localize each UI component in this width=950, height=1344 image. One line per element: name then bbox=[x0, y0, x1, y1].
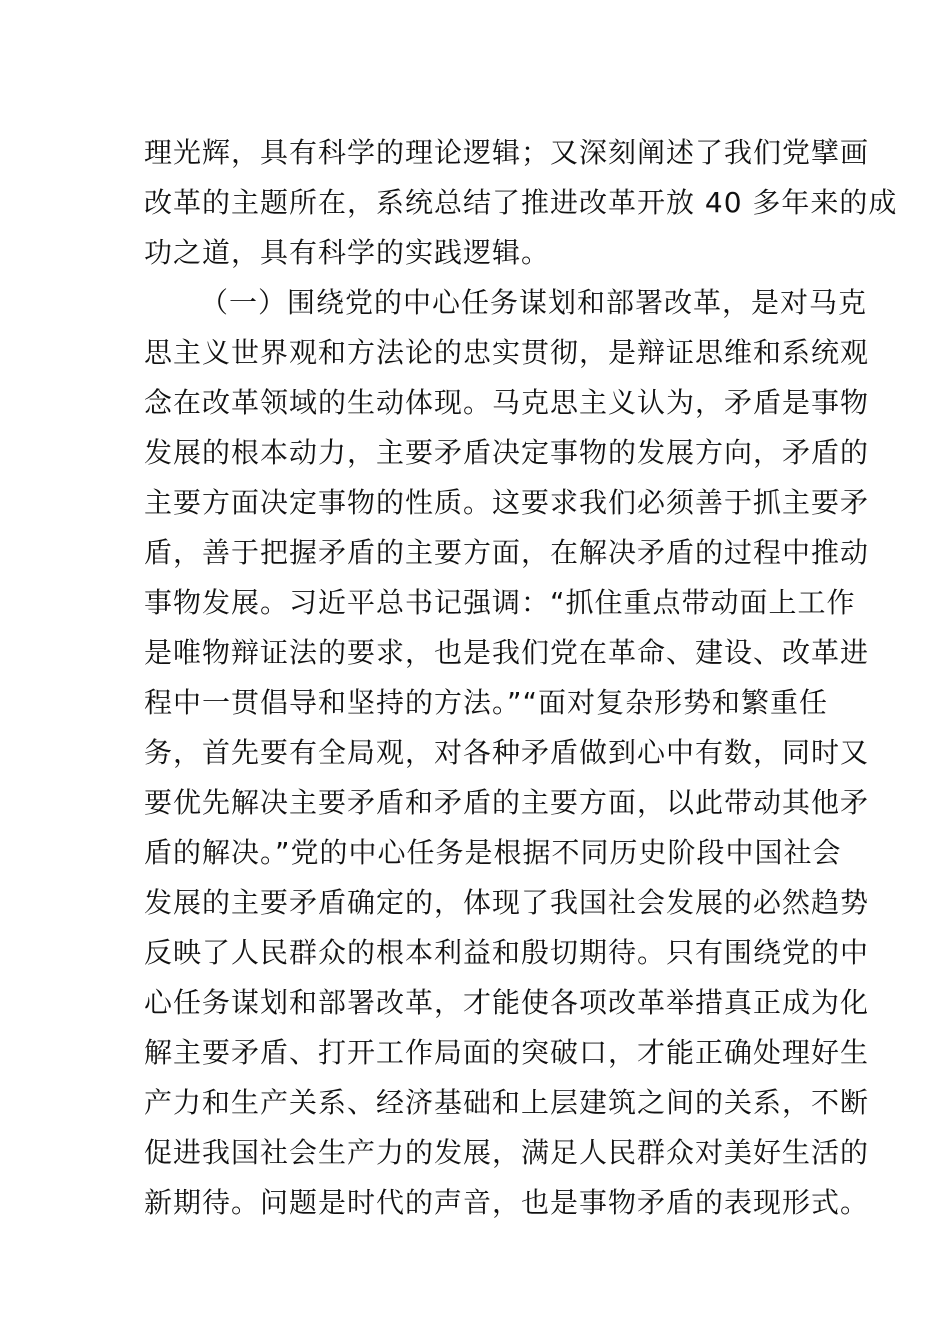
text-line: 功之道，具有科学的实践逻辑。 bbox=[144, 236, 551, 269]
body-text bbox=[144, 128, 898, 1228]
text-line: 发展的主要矛盾确定的，体现了我国社会发展的必然趋势 bbox=[144, 886, 870, 919]
text-line: 促进我国社会生产力的发展，满足人民群众对美好生活的 bbox=[144, 1136, 870, 1169]
section-heading-line: （一）围绕党的中心任务谋划和部署改革，是对马克 bbox=[200, 286, 868, 319]
text-line: 念在改革领域的生动体现。马克思主义认为，矛盾是事物 bbox=[144, 386, 870, 419]
text-line: 解主要矛盾、打开工作局面的突破口，才能正确处理好生 bbox=[144, 1036, 870, 1069]
text-line: 心任务谋划和部署改革，才能使各项改革举措真正成为化 bbox=[144, 986, 870, 1019]
text-line: 盾，善于把握矛盾的主要方面，在解决矛盾的过程中推动 bbox=[144, 536, 870, 569]
text-line: 改革的主题所在，系统总结了推进改革开放 40 多年来的成 bbox=[144, 186, 898, 219]
text-line: 新期待。问题是时代的声音，也是事物矛盾的表现形式。 bbox=[144, 1186, 870, 1219]
text-line: 是唯物辩证法的要求，也是我们党在革命、建设、改革进 bbox=[144, 636, 870, 669]
text-line: 反映了人民群众的根本利益和殷切期待。只有围绕党的中 bbox=[144, 936, 870, 969]
text-line: 程中一贯倡导和坚持的方法。”“面对复杂形势和繁重任 bbox=[144, 686, 829, 719]
text-line: 要优先解决主要矛盾和矛盾的主要方面，以此带动其他矛 bbox=[144, 786, 870, 819]
text-line: 事物发展。习近平总书记强调：“抓住重点带动面上工作 bbox=[144, 586, 856, 619]
text-line: 发展的根本动力，主要矛盾决定事物的发展方向，矛盾的 bbox=[144, 436, 870, 469]
text-line: 思主义世界观和方法论的忠实贯彻，是辩证思维和系统观 bbox=[144, 336, 870, 369]
text-line: 理光辉，具有科学的理论逻辑；又深刻阐述了我们党擘画 bbox=[144, 136, 870, 169]
text-line: 盾的解决。”党的中心任务是根据不同历史阶段中国社会 bbox=[144, 836, 842, 869]
text-line: 务，首先要有全局观，对各种矛盾做到心中有数，同时又 bbox=[144, 736, 870, 769]
text-line: 产力和生产关系、经济基础和上层建筑之间的关系，不断 bbox=[144, 1086, 870, 1119]
text-line: 主要方面决定事物的性质。这要求我们必须善于抓主要矛 bbox=[144, 486, 870, 519]
